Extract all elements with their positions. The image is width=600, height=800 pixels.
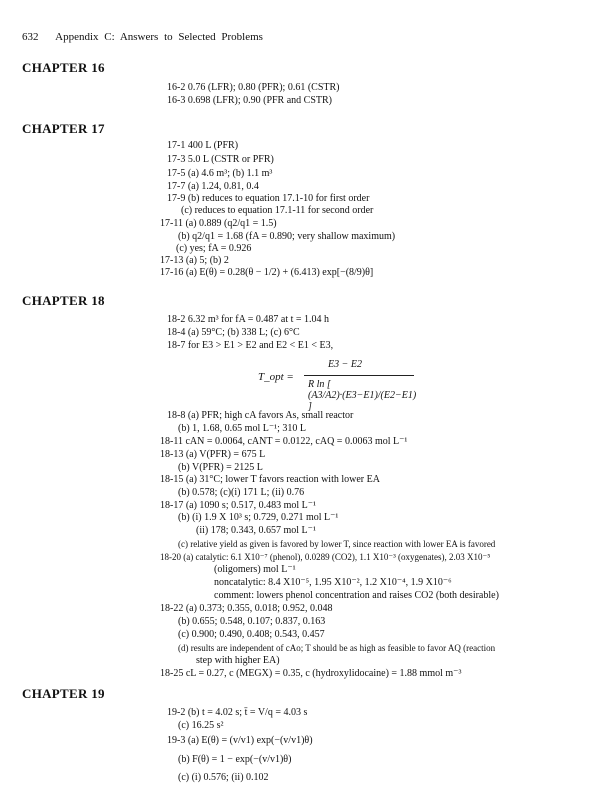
answer-line: comment: lowers phenol concentration and raises CO2 (both desirable) xyxy=(214,590,499,601)
answer-line: (b) 0.578; (c)(i) 171 L; (ii) 0.76 xyxy=(178,487,305,498)
answer-line: (d) results are independent of cAo; T should be as high as feasible to favor AQ (reaction xyxy=(178,643,496,653)
answer-line: (ii) 178; 0.343, 0.657 mol L⁻¹ xyxy=(196,525,316,536)
answer-line: (c) (i) 0.576; (ii) 0.102 xyxy=(178,772,269,783)
answer-line: 18-25 cL = 0.27, c (MEGX) = 0.35, c (hydroxylidocaine) = 1.88 mmol m⁻³ xyxy=(160,668,462,679)
formula-denominator: R ln [ (A3/A2)·(E3−E1)/(E2−E1) ] xyxy=(308,379,417,412)
chapter-heading-19: CHAPTER 19 xyxy=(22,686,105,701)
header-title: Appendix C: Answers to Selected Problems xyxy=(55,31,263,43)
answer-line: (b) 1, 1.68, 0.65 mol L⁻¹; 310 L xyxy=(178,423,306,434)
answer-line: 18-20 (a) catalytic: 6.1 X10⁻⁷ (phenol), 0.0289 (CO2), 1.1 X10⁻³ (oxygenates), 2.03 X10⁻⁵ xyxy=(160,552,491,562)
answer-line: (c) reduces to equation 17.1-11 for second order xyxy=(181,205,374,216)
answer-line: (c) yes; fA = 0.926 xyxy=(176,243,252,254)
answer-line: (b) 0.655; 0.548, 0.107; 0.837, 0.163 xyxy=(178,616,326,627)
answer-line: 16-2 0.76 (LFR); 0.80 (PFR); 0.61 (CSTR) xyxy=(167,82,340,93)
formula-lhs: T_opt = xyxy=(258,371,294,383)
answer-line: 18-17 (a) 1090 s; 0.517, 0.483 mol L⁻¹ xyxy=(160,500,317,511)
answer-line: 17-3 5.0 L (CSTR or PFR) xyxy=(167,154,274,165)
optimal-temperature-formula xyxy=(258,357,418,412)
answer-line: 17-7 (a) 1.24, 0.81, 0.4 xyxy=(167,181,259,192)
answer-line: 18-13 (a) V(PFR) = 675 L xyxy=(160,449,266,460)
page-number: 632 xyxy=(22,31,39,43)
answer-line: (c) relative yield as given is favored by lower T, since reaction with lower EA is favored xyxy=(178,539,496,549)
answer-line: 18-8 (a) PFR; high cA favors As, small reactor xyxy=(167,410,354,421)
formula-numerator: E3 − E2 xyxy=(328,359,362,370)
answer-line: (oligomers) mol L⁻¹ xyxy=(214,564,296,575)
chapter-heading-18: CHAPTER 18 xyxy=(22,293,105,308)
answer-line: 17-5 (a) 4.6 m³; (b) 1.1 m³ xyxy=(167,168,273,179)
answer-line: noncatalytic: 8.4 X10⁻⁵, 1.95 X10⁻², 1.2 X10⁻⁴, 1.9 X10⁻⁶ xyxy=(214,577,452,588)
answer-line: 19-2 (b) t = 4.02 s; t̄ = V/q = 4.03 s xyxy=(167,707,308,718)
answer-line: (b) V(PFR) = 2125 L xyxy=(178,462,263,473)
answer-line: (b) q2/q1 = 1.68 (fA = 0.890; very shallow maximum) xyxy=(178,231,396,242)
answer-line: (c) 0.900; 0.490, 0.408; 0.543, 0.457 xyxy=(178,629,325,640)
answer-line: 18-11 cAN = 0.0064, cANT = 0.0122, cAQ = 0.0063 mol L⁻¹ xyxy=(160,436,408,447)
answer-line: 18-2 6.32 m³ for fA = 0.487 at t = 1.04 h xyxy=(167,314,330,325)
answer-line: 17-16 (a) E(θ) = 0.28(θ − 1/2) + (6.413) exp[−(8/9)θ] xyxy=(160,267,374,278)
answer-line: (c) 16.25 s² xyxy=(178,720,224,731)
fraction-bar xyxy=(304,375,414,376)
answer-line: 17-11 (a) 0.889 (q2/q1 = 1.5) xyxy=(160,218,277,229)
answer-line: 17-9 (b) reduces to equation 17.1-10 for first order xyxy=(167,193,370,204)
answer-line: 18-22 (a) 0.373; 0.355, 0.018; 0.952, 0.048 xyxy=(160,603,333,614)
answer-line: 19-3 (a) E(θ) = (v/v1) exp(−(v/v1)θ) xyxy=(167,735,313,746)
answer-line: 17-13 (a) 5; (b) 2 xyxy=(160,255,229,266)
answer-line: (b) (i) 1.9 X 10³ s; 0.729, 0.271 mol L⁻¹ xyxy=(178,512,339,523)
running-header xyxy=(22,31,263,43)
answer-line: step with higher EA) xyxy=(196,655,280,666)
answer-line: 17-1 400 L (PFR) xyxy=(167,140,239,151)
answer-line: 18-4 (a) 59°C; (b) 338 L; (c) 6°C xyxy=(167,327,300,338)
answer-line: (b) F(θ) = 1 − exp(−(v/v1)θ) xyxy=(178,754,292,765)
chapter-heading-16: CHAPTER 16 xyxy=(22,60,105,75)
answer-line: 16-3 0.698 (LFR); 0.90 (PFR and CSTR) xyxy=(167,95,333,106)
answer-line: 18-7 for E3 > E1 > E2 and E2 < E1 < E3, xyxy=(167,340,334,351)
chapter-heading-17: CHAPTER 17 xyxy=(22,121,105,136)
answer-line: 18-15 (a) 31°C; lower T favors reaction with lower EA xyxy=(160,474,380,485)
